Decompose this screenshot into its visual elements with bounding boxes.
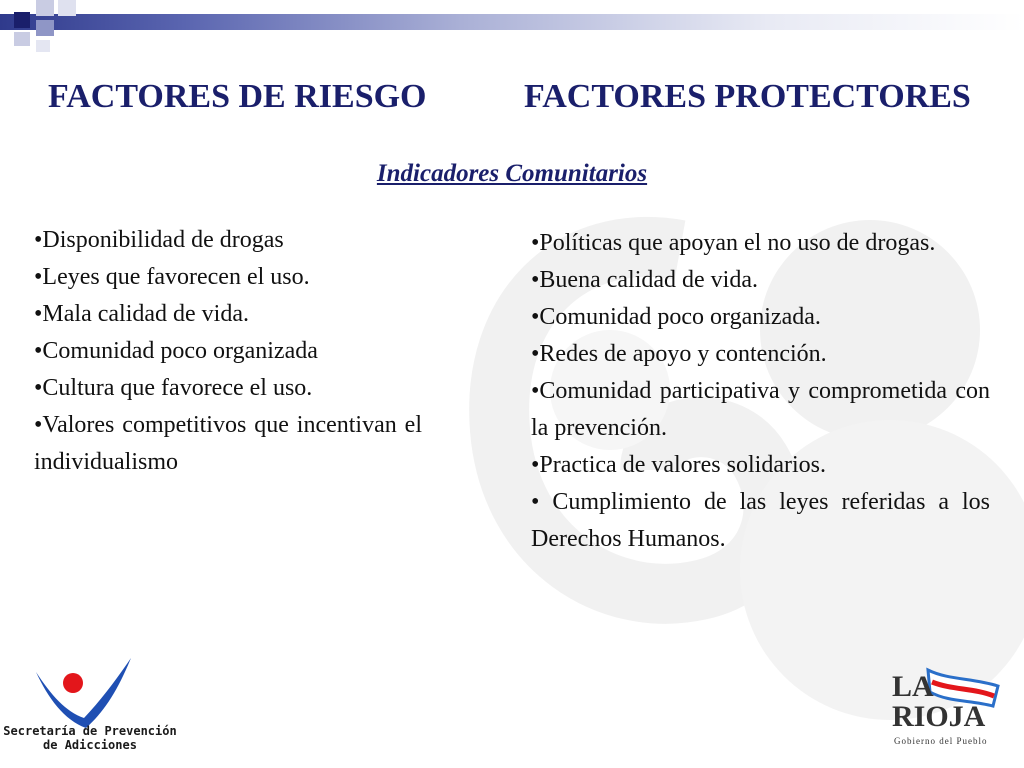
decor-square-dark bbox=[14, 12, 30, 28]
protective-factors-title: FACTORES PROTECTORES bbox=[524, 78, 971, 115]
list-item: •Valores competitivos que incentivan el individualismo bbox=[34, 412, 422, 475]
list-item: •Comunidad participativa y comprometida con la prevención. bbox=[531, 378, 990, 441]
secretaria-logo-text bbox=[0, 724, 180, 752]
list-item: •Cultura que favorece el uso. bbox=[34, 375, 313, 401]
decor-square-light bbox=[36, 40, 50, 52]
list-item: •Practica de valores solidarios. bbox=[531, 452, 826, 478]
la-rioja-logo-line2: RIOJA bbox=[892, 700, 986, 733]
risk-factors-list bbox=[34, 222, 422, 481]
list-item: •Políticas que apoyan el no uso de drogas. bbox=[531, 230, 936, 256]
list-item: •Disponibilidad de drogas bbox=[34, 227, 284, 253]
la-rioja-logo-line1: LA bbox=[892, 670, 934, 703]
header-gradient-bar bbox=[0, 14, 1024, 30]
decor-square-light bbox=[36, 0, 54, 16]
risk-factors-title: FACTORES DE RIESGO bbox=[48, 78, 427, 115]
secretaria-logo-line2: de Adicciones bbox=[43, 738, 137, 752]
list-item: •Buena calidad de vida. bbox=[531, 267, 758, 293]
list-item: •Mala calidad de vida. bbox=[34, 301, 249, 327]
la-rioja-tagline: Gobierno del Pueblo bbox=[894, 736, 988, 746]
list-item: •Leyes que favorecen el uso. bbox=[34, 264, 310, 290]
community-indicators-subtitle: Indicadores Comunitarios bbox=[376, 160, 648, 187]
list-item: •Comunidad poco organizada bbox=[34, 338, 318, 364]
la-rioja-logo bbox=[888, 660, 1008, 760]
decor-square-mid bbox=[36, 20, 54, 36]
list-item: • Cumplimiento de las leyes referidas a los Derechos Humanos. bbox=[531, 489, 990, 552]
decor-square-light bbox=[14, 32, 30, 46]
decor-square-light bbox=[58, 0, 76, 16]
secretaria-logo-line1: Secretaría de Prevención bbox=[3, 724, 177, 738]
protective-factors-list bbox=[531, 225, 990, 558]
list-item: •Comunidad poco organizada. bbox=[531, 304, 821, 330]
list-item: •Redes de apoyo y contención. bbox=[531, 341, 827, 367]
